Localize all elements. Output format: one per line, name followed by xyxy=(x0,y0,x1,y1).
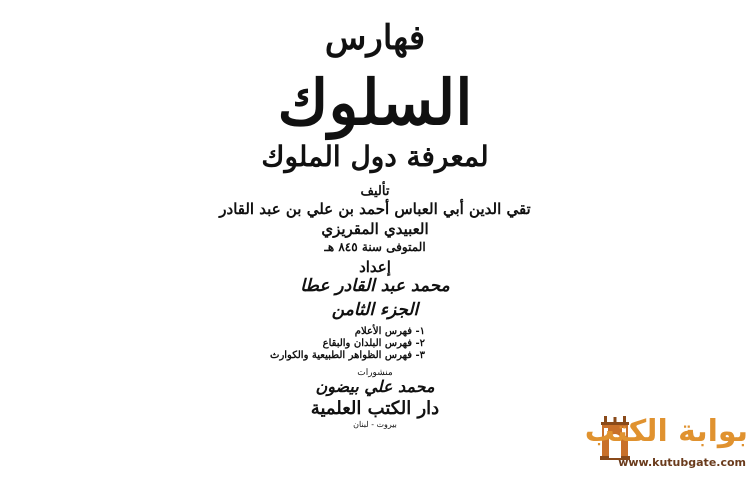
publisher-name: دار الكتب العلمية xyxy=(310,398,440,419)
publications-label: منشورات xyxy=(357,368,393,378)
publisher-signature: محمد علي بيضون xyxy=(315,377,435,396)
contents-item: ١- فهرس الأعلام xyxy=(354,326,425,337)
author-name: تقي الدين أبي العباس أحمد بن علي بن عبد القادر xyxy=(219,200,531,218)
contents-list xyxy=(270,326,425,362)
site-watermark xyxy=(584,410,750,480)
publisher-city: بيروت - لبنان xyxy=(353,420,397,429)
watermark-name: بوابة الكتب xyxy=(584,414,748,449)
contents-item: ٢- فهرس البلدان والبقاع xyxy=(322,338,425,349)
author-nisba: العبيدي المقريزي xyxy=(321,220,429,238)
author-death-date: المتوفى سنة ٨٤٥ هـ xyxy=(324,240,426,254)
contents-item: ٣- فهرس الظواهر الطبيعية والكوارث xyxy=(270,350,425,361)
subtitle: لمعرفة دول الملوك xyxy=(261,140,489,173)
heading-fahares: فهارس xyxy=(324,18,426,58)
author-label: تأليف xyxy=(360,184,390,199)
watermark-url: www.kutubgate.com xyxy=(618,456,746,469)
main-title: السلوك xyxy=(277,66,473,139)
prepared-by-label: إعداد xyxy=(359,258,391,276)
volume-label: الجزء الثامن xyxy=(331,300,419,320)
editor-name: محمد عبد القادر عطا xyxy=(300,276,450,296)
